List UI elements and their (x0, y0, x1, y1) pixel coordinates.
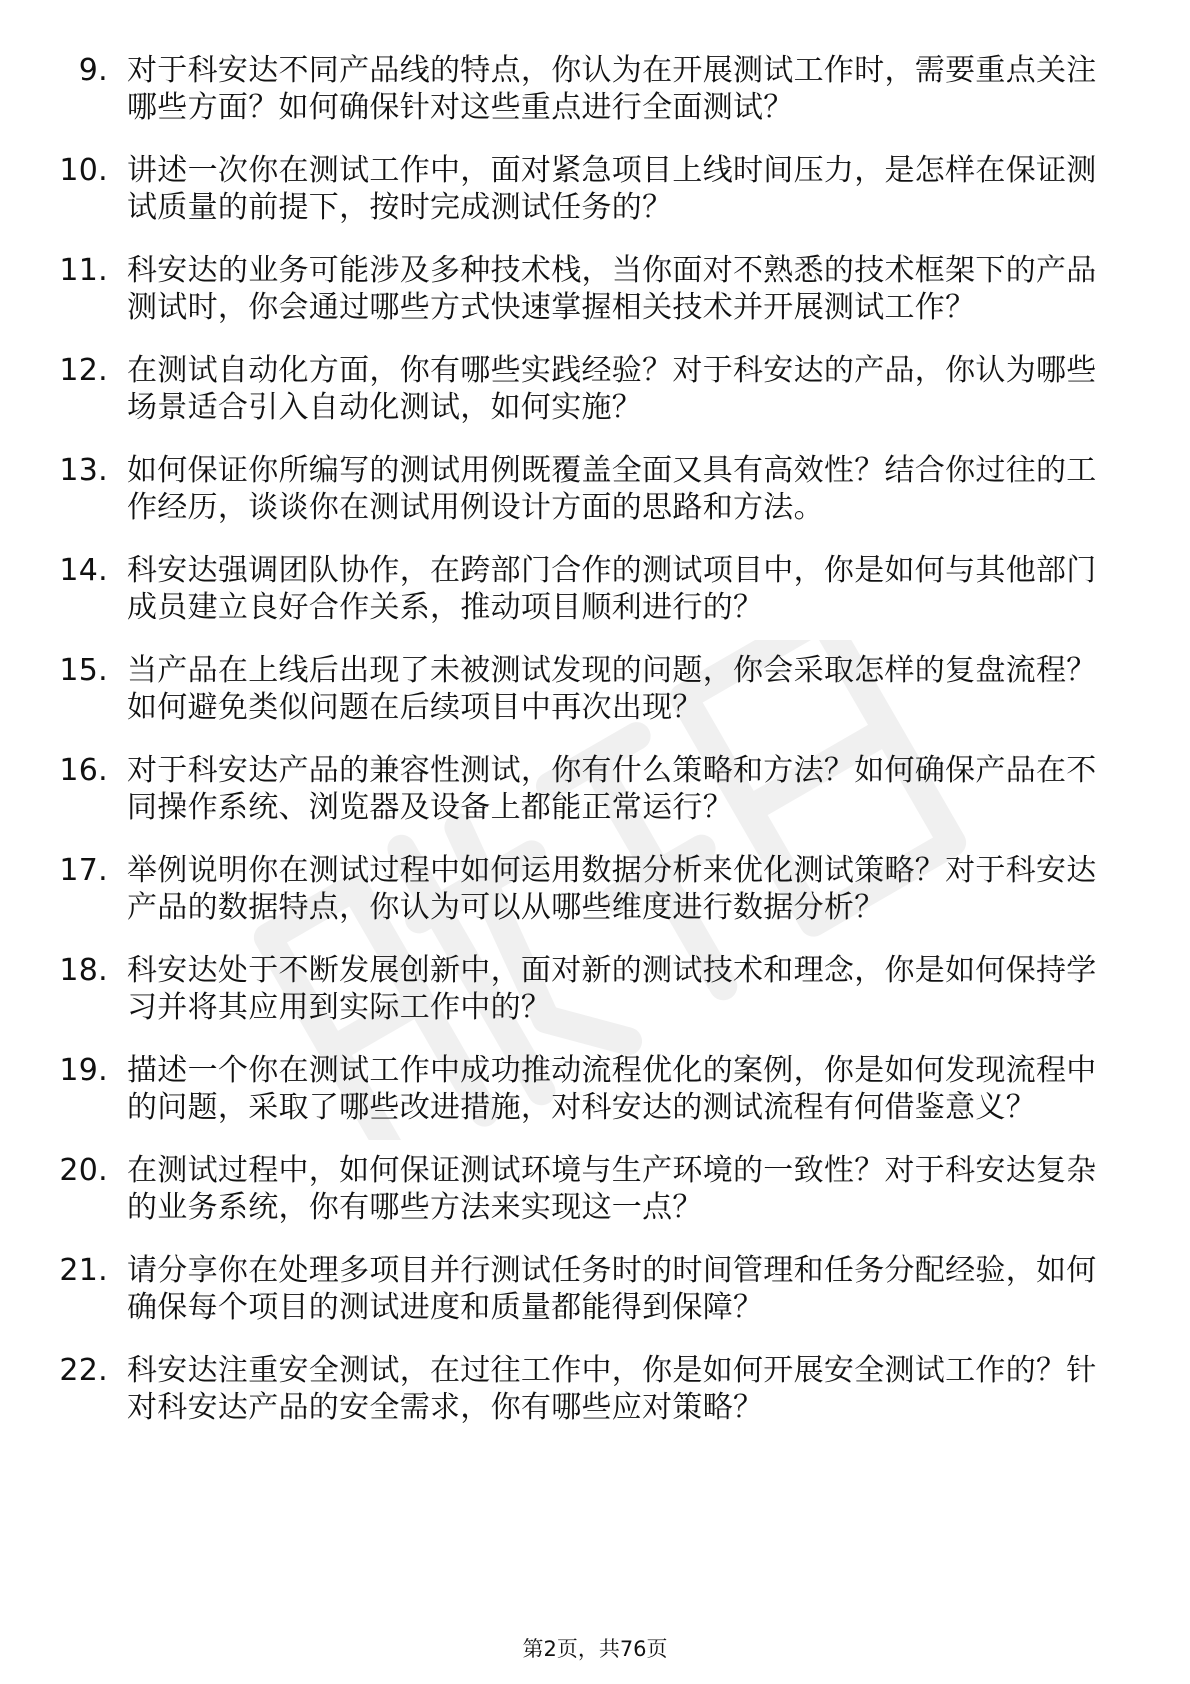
question-text: 讲述一次你在测试工作中，面对紧急项目上线时间压力，是怎样在保证测试质量的前提下，按时完成测试任务的？ (127, 153, 1097, 225)
list-item (0, 1352, 1190, 1426)
question-list (0, 52, 1190, 1452)
question-number: 21. (59, 1253, 108, 1288)
list-item (0, 1152, 1190, 1226)
page-number-label: 第2页，共76页 (522, 1637, 668, 1661)
list-item (0, 752, 1190, 826)
page-footer (0, 1636, 1190, 1662)
list-item (0, 552, 1190, 626)
list-item (0, 952, 1190, 1026)
question-number: 13. (59, 453, 108, 488)
list-item (0, 1252, 1190, 1326)
question-text: 在测试自动化方面，你有哪些实践经验？对于科安达的产品，你认为哪些场景适合引入自动化测试，如何实施？ (127, 353, 1097, 425)
question-text: 请分享你在处理多项目并行测试任务时的时间管理和任务分配经验，如何确保每个项目的测试进度和质量都能得到保障？ (127, 1253, 1097, 1325)
question-text: 当产品在上线后出现了未被测试发现的问题，你会采取怎样的复盘流程？如何避免类似问题在后续项目中再次出现？ (127, 653, 1097, 725)
question-number: 9. (78, 53, 108, 88)
list-item (0, 252, 1190, 326)
question-number: 17. (59, 853, 108, 888)
question-text: 在测试过程中，如何保证测试环境与生产环境的一致性？对于科安达复杂的业务系统，你有哪些方法来实现这一点？ (127, 1153, 1097, 1225)
question-number: 18. (59, 953, 108, 988)
question-number: 14. (59, 553, 108, 588)
question-text: 科安达强调团队协作，在跨部门合作的测试项目中，你是如何与其他部门成员建立良好合作关系，推动项目顺利进行的？ (127, 553, 1097, 625)
list-item (0, 352, 1190, 426)
question-number: 12. (59, 353, 108, 388)
list-item (0, 452, 1190, 526)
question-text: 科安达注重安全测试，在过往工作中，你是如何开展安全测试工作的？针对科安达产品的安全需求，你有哪些应对策略？ (127, 1353, 1097, 1425)
question-number: 16. (59, 753, 108, 788)
list-item (0, 652, 1190, 726)
list-item (0, 52, 1190, 126)
question-text: 对于科安达不同产品线的特点，你认为在开展测试工作时，需要重点关注哪些方面？如何确保针对这些重点进行全面测试？ (127, 53, 1097, 125)
list-item (0, 1052, 1190, 1126)
question-text: 举例说明你在测试过程中如何运用数据分析来优化测试策略？对于科安达产品的数据特点，你认为可以从哪些维度进行数据分析？ (127, 853, 1097, 925)
question-number: 10. (59, 153, 108, 188)
question-number: 20. (59, 1153, 108, 1188)
question-number: 15. (59, 653, 108, 688)
question-text: 对于科安达产品的兼容性测试，你有什么策略和方法？如何确保产品在不同操作系统、浏览器及设备上都能正常运行？ (127, 753, 1097, 825)
question-text: 科安达处于不断发展创新中，面对新的测试技术和理念，你是如何保持学习并将其应用到实际工作中的？ (127, 953, 1097, 1025)
question-text: 描述一个你在测试工作中成功推动流程优化的案例，你是如何发现流程中的问题，采取了哪些改进措施，对科安达的测试流程有何借鉴意义？ (127, 1053, 1097, 1125)
question-text: 科安达的业务可能涉及多种技术栈，当你面对不熟悉的技术框架下的产品测试时，你会通过哪些方式快速掌握相关技术并开展测试工作？ (127, 253, 1097, 325)
question-number: 19. (59, 1053, 108, 1088)
question-text: 如何保证你所编写的测试用例既覆盖全面又具有高效性？结合你过往的工作经历，谈谈你在测试用例设计方面的思路和方法。 (127, 453, 1097, 525)
question-number: 22. (59, 1353, 108, 1388)
question-number: 11. (59, 253, 108, 288)
list-item (0, 852, 1190, 926)
list-item (0, 152, 1190, 226)
